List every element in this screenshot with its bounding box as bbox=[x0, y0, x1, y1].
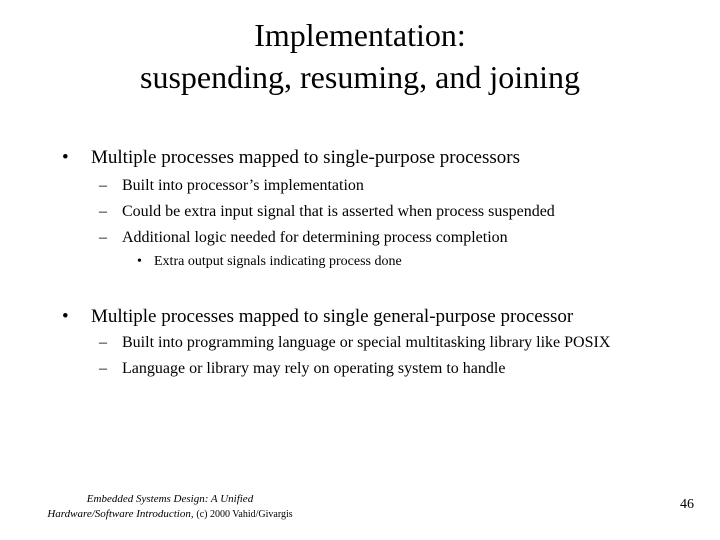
slide-title-line-1: Implementation: bbox=[254, 17, 466, 53]
bullet-2-sub-2 bbox=[99, 359, 505, 379]
sub-marker: – bbox=[99, 177, 107, 194]
bullet-1-sub-1 bbox=[99, 176, 364, 196]
bullet-2 bbox=[62, 305, 573, 329]
bullet-1-subsub-1-text: Extra output signals indicating process done bbox=[154, 254, 402, 269]
bullet-1-sub-2 bbox=[99, 202, 555, 222]
bullet-2-sub-1-text: Built into programming language or special multitasking library like POSIX bbox=[122, 334, 611, 351]
bullet-1-subsub-1 bbox=[137, 253, 402, 271]
bullet-marker: • bbox=[62, 147, 69, 168]
bullet-1-text: Multiple processes mapped to single-purpose processors bbox=[91, 147, 520, 168]
footer-line-2 bbox=[20, 507, 320, 522]
sub-marker: – bbox=[99, 334, 107, 351]
bullet-1 bbox=[62, 146, 520, 170]
sub-marker: – bbox=[99, 360, 107, 377]
footer-line-1: Embedded Systems Design: A Unified bbox=[86, 493, 254, 505]
footer-citation bbox=[20, 492, 320, 522]
footer-copyright: (c) 2000 Vahid/Givargis bbox=[196, 509, 293, 520]
slide-title bbox=[0, 14, 720, 98]
sub-marker: – bbox=[99, 203, 107, 220]
slide-title-line-2: suspending, resuming, and joining bbox=[140, 59, 580, 95]
sub-marker: – bbox=[99, 229, 107, 246]
bullet-1-sub-2-text: Could be extra input signal that is asserted when process suspended bbox=[122, 203, 555, 220]
bullet-marker: • bbox=[62, 306, 69, 327]
bullet-1-sub-1-text: Built into processor’s implementation bbox=[122, 177, 364, 194]
footer-line-2-italic: Hardware/Software Introduction, bbox=[47, 508, 194, 520]
page-number: 46 bbox=[680, 497, 694, 512]
bullet-2-sub-2-text: Language or library may rely on operating system to handle bbox=[122, 360, 506, 377]
bullet-2-text: Multiple processes mapped to single general-purpose processor bbox=[91, 306, 574, 327]
bullet-1-sub-3 bbox=[99, 228, 508, 248]
bullet-1-sub-3-text: Additional logic needed for determining process completion bbox=[122, 229, 508, 246]
bullet-2-sub-1 bbox=[99, 333, 610, 353]
subsub-marker: • bbox=[137, 254, 142, 269]
